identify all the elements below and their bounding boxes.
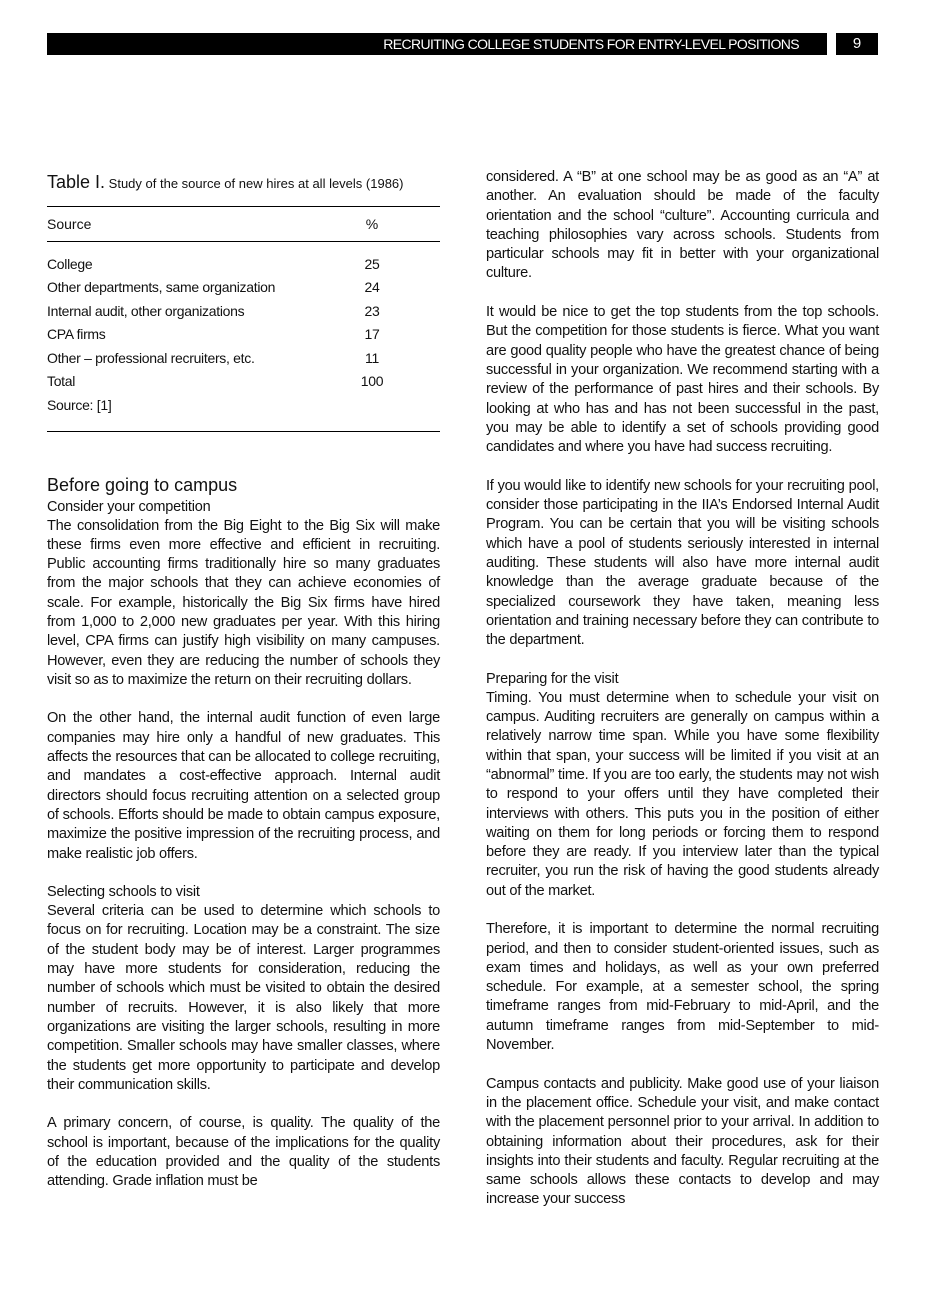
paragraph: Timing. You must determine when to schedule your visit on campus. Auditing recruiters are generally on campus within a relatively narrow time span. While you have some flexibility within that span, your success will be limited if you visit at an “abnormal” time. If you are too early, the students may not wish to respond to your offers until they have completed their interviews with others. This puts you in the position of either waiting on them for long periods or forcing them to respond before they are ready. If you interview later than the typical recruiter, you run the risk of having the good students already out of the market. (486, 689, 879, 899)
paragraph: If you would like to identify new schools for your recruiting pool, consider those participating in the IIA’s Endorsed Internal Audit Program. You can be certain that you will be visiting schools which have a pool of students seriously interested in internal auditing. These students will also have more internal audit knowledge than the average graduate because of the specialized coursework they have taken, meaning less orientation and training necessary before they can contribute to the department. (486, 477, 879, 649)
table-body (47, 242, 440, 431)
table-row (47, 323, 440, 347)
table-cell-source: CPA firms (47, 326, 106, 343)
table-cell-source: College (47, 255, 93, 272)
paragraph: On the other hand, the internal audit function of even large companies may hire only a handful of new graduates. This affects the resources that can be allocated to college recruiting, and mandates a cost-effective approach. Internal audit directors should focus recruiting attention on a selected group of schools. Efforts should be made to obtain campus exposure, maximize the positive impression of the recruiting process, and make realistic job offers. (47, 710, 440, 862)
table-caption (47, 170, 440, 196)
left-column (47, 168, 440, 1211)
subheading-selecting-schools: Selecting schools to visit (47, 884, 200, 901)
table-cell-percent: 100 (360, 373, 384, 390)
table-row (47, 346, 440, 370)
paragraph: Several criteria can be used to determine which schools to focus on for recruiting. Location may be a constraint. The size of the student body may be of interest. Larger programmes may have more students for consideration, reducing the number of schools which must be visited to obtain the desired number of recruits. However, it is also likely that more organizations are visiting the larger schools, resulting in more competition. Smaller schools may have smaller classes, where the students get more opportunity to participate and develop their communication skills. (47, 903, 440, 1093)
paragraph: It would be nice to get the top students from the top schools. But the competition for those students is fierce. What you want are good quality people who have the greatest chance of being successful in your organization. We recommend starting with a review of the performance of past hires and their schools. By looking at who has and has not been successful in the past, you may be able to identify a set of schools providing good candidates and where you have had success recruiting. (486, 304, 879, 456)
section-heading: Before going to campus (47, 474, 238, 495)
source-table (47, 206, 440, 432)
table-cell-source: Other departments, same organization (47, 279, 276, 296)
paragraph: considered. A “B” at one school may be as good as an “A” at another. An evaluation should be made of the faculty orientation and the school “culture”. Accounting curricula and teaching philosophies vary across schools. Students from particular schools may fit in better with your organizational culture. (486, 169, 879, 282)
subheading-competition: Consider your competition (47, 498, 211, 515)
paragraph: A primary concern, of course, is quality. The quality of the school is important, because of the implications for the quality of the education provided and the quality of the students attending. Grade inflation must be (47, 1115, 440, 1190)
table-label: Table I. (47, 172, 106, 192)
column-header-percent: % (365, 216, 379, 232)
table-cell-percent: 11 (365, 349, 379, 366)
table-caption-text: Study of the source of new hires at all levels (1986) (108, 176, 404, 191)
table-header-row (47, 207, 440, 242)
table-cell-percent: 25 (364, 255, 380, 272)
table-cell-percent: 17 (364, 326, 380, 343)
table-cell-source: Other – professional recruiters, etc. (47, 349, 255, 366)
table-cell-source: Internal audit, other organizations (47, 302, 245, 319)
table-note-text: Source: [1] (47, 396, 112, 413)
table-cell-source: Total (47, 373, 76, 390)
paragraph: The consolidation from the Big Eight to the Big Six will make these firms even more effective and efficient in recruiting. Public accounting firms traditionally hire so many graduates from the major schools that they can achieve economies of scale. For example, historically the Big Six firms have hired from 1,000 to 2,000 new graduates per year. With this hiring level, CPA firms can justify high visibility on many campuses. However, even they are reducing the number of schools they visit so as to maximize the return on their recruiting dollars. (47, 517, 440, 688)
table-row (47, 276, 440, 300)
table-source-note (47, 393, 440, 417)
subheading-preparing-visit: Preparing for the visit (486, 670, 619, 687)
page-number: 9 (836, 33, 878, 55)
table-row (47, 299, 440, 323)
running-header: RECRUITING COLLEGE STUDENTS FOR ENTRY-LEVEL POSITIONS (47, 33, 827, 55)
paragraph: Campus contacts and publicity. Make good use of your liaison in the placement office. Schedule your visit, and make contact with the placement personnel prior to your arrival. In addition to obtaining information about their procedures, ask for their insights into their students and faculty. Regular recruiting at the same schools allows these contacts to develop and may increase your success (486, 1075, 879, 1208)
right-column (486, 168, 879, 1229)
column-header-source: Source (47, 216, 92, 232)
table-row-total (47, 370, 440, 394)
paragraph: Therefore, it is important to determine the normal recruiting period, and then to consider student-oriented issues, such as exam times and holidays, as well as your own preferred schedule. For example, at a semester school, the spring timeframe ranges from mid-February to mid-April, and the autumn timeframe ranges from mid-September to mid-November. (486, 921, 879, 1054)
table-cell-percent: 23 (364, 302, 380, 319)
table-cell-percent: 24 (364, 279, 380, 296)
table-row (47, 252, 440, 276)
